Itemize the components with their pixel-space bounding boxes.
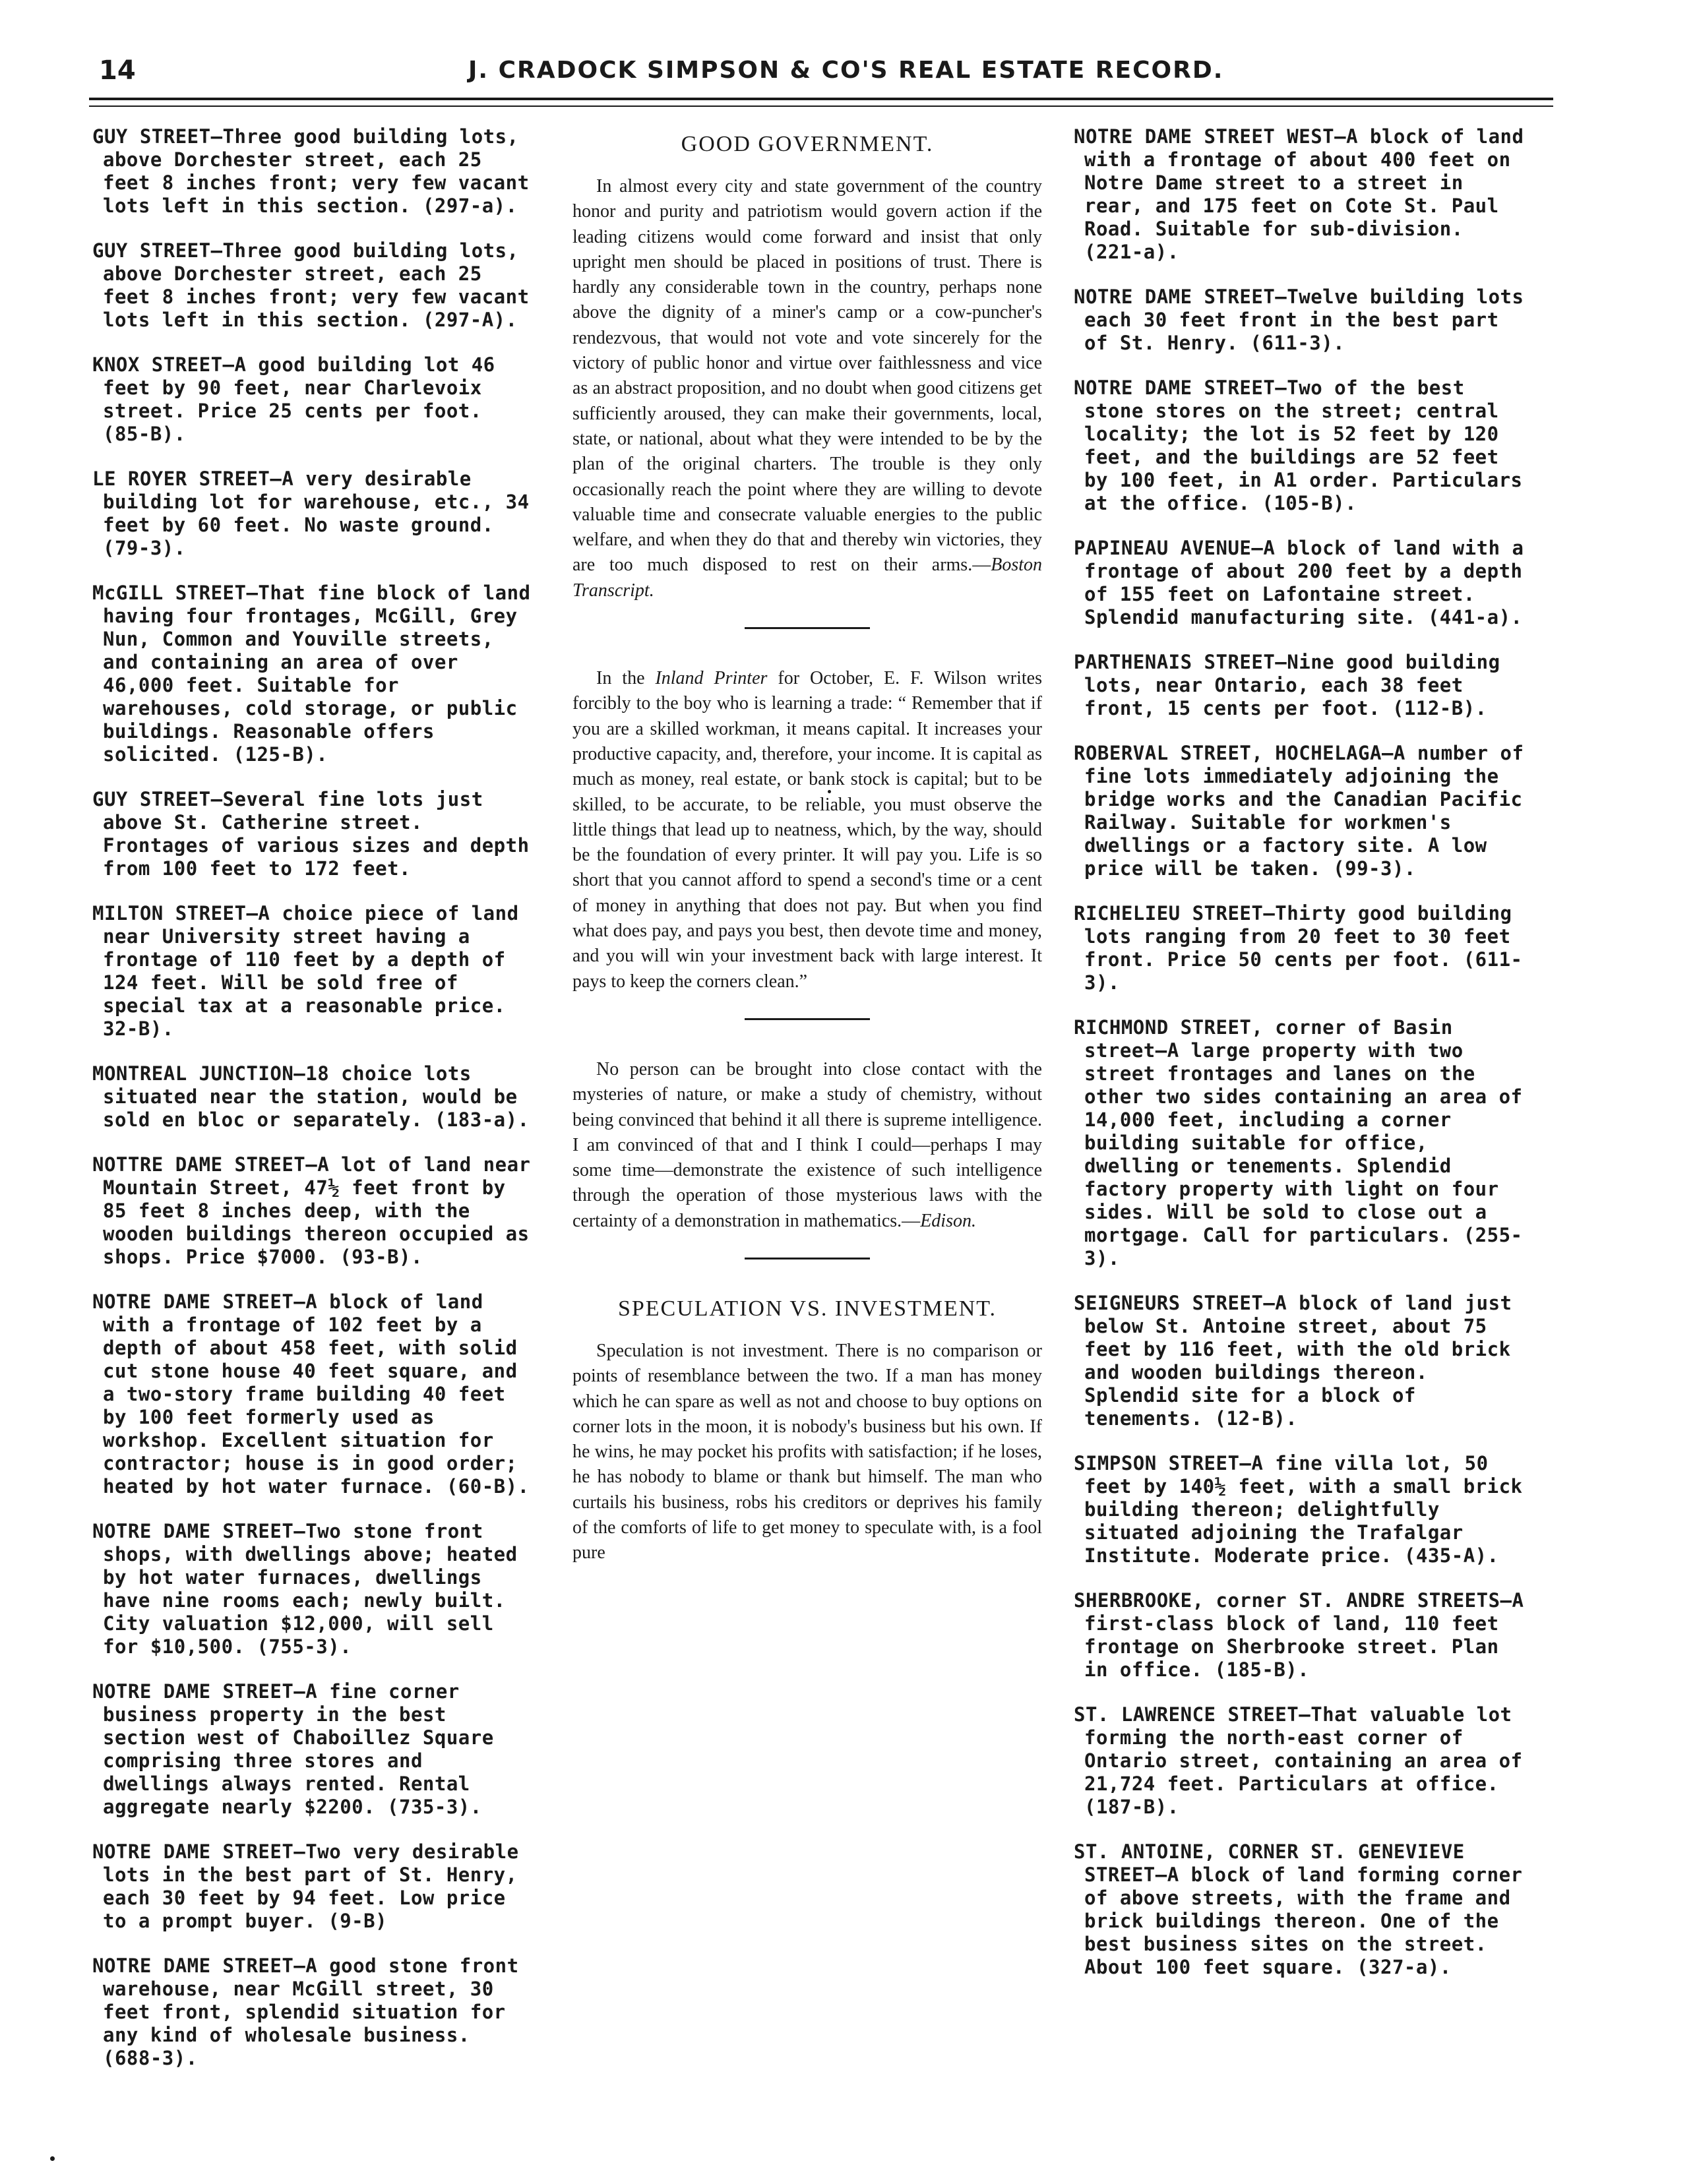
listing: GUY STREET—Several fine lots just above St. Catherine street. Frontages of various sizes and depth from 100 feet to 172 feet.	[92, 788, 530, 880]
article-body	[572, 1057, 1042, 1234]
running-title: J. CRADOCK SIMPSON & CO'S REAL ESTATE RECORD.	[468, 57, 1224, 84]
listing: NOTRE DAME STREET—Two very desirable lots in the best part of St. Henry, each 30 feet by 94 feet. Low price to a prompt buyer. (9-B)	[92, 1840, 519, 1932]
article-body: Speculation is not investment. There is no comparison or points of resemblance between the two. If a man has money which he can spare as well as not and choose to buy options on corner lots in the moon, it is nobody's business but his own. If he wins, he may pocket his profits with satisfaction; if he loses, he has nobody to blame or thank but himself. The man who curtails his business, robs his creditors or deprives his family of the comforts of life to get money to speculate with, is a fool pure	[572, 1340, 1042, 1563]
listing: RICHELIEU STREET—Thirty good building lots ranging from 20 feet to 30 feet front. Price 50 cents per foot. (611-3).	[1074, 902, 1523, 994]
listing: SEIGNEURS STREET—A block of land just below St. Antoine street, about 75 feet by 116 feet, with the old brick and wooden buildings thereon. Splendid site for a block of tenements. (12-B).	[1074, 1292, 1512, 1430]
article-text: No person can be brought into close contact with the mysteries of nature, or make a study of chemistry, without being convinced that behind it all there is supreme intelligence. I am convinced of that and I think I could—perhaps I may some time—demonstrate the existence of such intelligence through the operation of those mysterious laws with the certainty of a demonstration in mathematics.—	[572, 1058, 1042, 1231]
header-rule-thin	[89, 106, 1553, 107]
listing: ST. LAWRENCE STREET—That valuable lot forming the north-east corner of Ontario street, containing an area of 21,724 feet. Particulars at office. (187-B).	[1074, 1703, 1523, 1818]
listing: NOTRE DAME STREET—A good stone front warehouse, near McGill street, 30 feet front, splendid situation for any kind of wholesale business. (688-3).	[92, 1955, 519, 2069]
article-heading: SPECULATION VS. INVESTMENT.	[617, 1296, 997, 1321]
article-text: for October, E. F. Wilson writes forcibly to the boy who is learning a trade: “ Remember that if you are a skilled workman, it means capital. It increases your productive capacity, and, therefore, your income. It is capital as much as money, real estate, or bank stock is capital; but to be skilled, to be accurate, to be reliable, you must observe the little things that lead up to neatness, which, by the way, should be the foundation of every printer. It will pay you. Life is so short that you cannot afford to spend a second's time or a cent of money in anything that does not pay. But when you find what does pay, and pays you best, then devote time and money, and you will win your investment back with large interest. It pays to keep the corners clean.”	[572, 668, 1042, 992]
article-text: In the	[596, 668, 656, 689]
listing: NOTRE DAME STREET—A block of land with a frontage of 102 feet by a depth of about 458 feet, with solid cut stone house 40 feet square, and a two-story frame building 40 feet by 100 feet formerly used as workshop. Excellent situation for contractor; house is in good order; heated by hot water furnace. (60-B).	[92, 1290, 530, 1498]
article-source: Edison.	[920, 1210, 976, 1231]
listing: ROBERVAL STREET, HOCHELAGA—A number of fine lots immediately adjoining the bridge works and the Canadian Pacific Railway. Suitable for workmen's dwellings or a factory site. A low price will be taken. (99-3).	[1074, 742, 1524, 880]
listing: MILTON STREET—A choice piece of land near University street having a frontage of 110 feet by a depth of 124 feet. Will be sold free of special tax at a reasonable price. 32-B).	[92, 902, 519, 1040]
section-divider	[745, 1258, 870, 1259]
page-header	[86, 51, 1550, 98]
listing: LE ROYER STREET—A very desirable building lot for warehouse, etc., 34 feet by 60 feet. No waste ground. (79-3).	[92, 468, 530, 559]
article-body	[572, 174, 1042, 603]
listing: KNOX STREET—A good building lot 46 feet by 90 feet, near Charlevoix street. Price 25 cents per foot. (85-B).	[92, 353, 495, 445]
ink-speck	[50, 2156, 55, 2161]
ink-speck	[828, 790, 831, 793]
listing: ST. ANTOINE, CORNER ST. GENEVIEVE STREET—A block of land forming corner of above streets, with the frame and brick buildings thereon. One of the best business sites on the street. About 100 feet square. (327-a).	[1074, 1840, 1523, 1978]
article-body	[572, 666, 1042, 994]
listing: NOTRE DAME STREET—A fine corner business property in the best section west of Chaboillez Square comprising three stores and dwellings always rented. Rental aggregate nearly $2200. (735-3).	[92, 1680, 494, 1818]
article-source: Boston Transcript.	[572, 555, 1042, 601]
listing: RICHMOND STREET, corner of Basin street—A large property with two street frontages and lanes on the other two sides containing an area of 14,000 feet, including a corner building suitable for office, dwelling or tenements. Splendid factory property with light on four sides. Will be sold to close out a mortgage. Call for particulars. (255-3).	[1074, 1016, 1523, 1269]
listing: NOTRE DAME STREET—Twelve building lots each 30 feet front in the best part of St. Henry. (611-3).	[1074, 286, 1524, 354]
listing: SIMPSON STREET—A fine villa lot, 50 feet by 140½ feet, with a small brick building thereon; delightfully situated adjoining the Trafalgar Institute. Moderate price. (435-A).	[1074, 1452, 1523, 1567]
article-text: In almost every city and state government of the country honor and purity and patriotism would govern action if the leading citizens would come forward and insist that only upright men should be placed in positions of trust. There is hardly any considerable town in the country, perhaps none above the dignity of a miner's camp or a cow-puncher's rendezvous, that would not vote and vote sincerely for the victory of public honor and virtue over faithlessness and vice as an abstract proposition, and no doubt when good citizens get sufficiently aroused, they can make their governments, local, state, or national, about what they were intended to be by the plan of the original charters. The trouble is they only occasionally reach the point where they are willing to devote valuable time and consecrate valuable energies to the public welfare, and when they do that and thereby win victories, they are too much disposed to rest on their arms.—	[572, 176, 1042, 576]
publication-name: Inland Printer	[655, 668, 768, 689]
section-divider	[745, 627, 870, 629]
listing: SHERBROOKE, corner ST. ANDRE STREETS—A first-class block of land, 110 feet frontage on Sherbrooke street. Plan in office. (185-B).	[1074, 1589, 1524, 1681]
middle-column-articles	[572, 125, 1042, 1566]
page-number: 14	[99, 55, 136, 86]
article-heading: GOOD GOVERNMENT.	[681, 132, 934, 156]
listing: PARTHENAIS STREET—Nine good building lots, near Ontario, each 38 feet front, 15 cents per foot. (112-B).	[1074, 651, 1500, 719]
listing: NOTRE DAME STREET—Two stone front shops, with dwellings above; heated by hot water furnaces, dwellings have nine rooms each; newly built. City valuation $12,000, will sell for $10,500. (755-3).	[92, 1520, 518, 1658]
listing: NOTRE DAME STREET—Two of the best stone stores on the street; central locality; the lot is 52 feet by 120 feet, and the buildings are 52 feet by 100 feet, in A1 order. Particulars at the office. (105-B).	[1074, 377, 1523, 514]
listing: GUY STREET—Three good building lots, above Dorchester street, each 25 feet 8 inches front; very few vacant lots left in this section. (297-a).	[92, 125, 530, 217]
listing: PAPINEAU AVENUE—A block of land with a frontage of about 200 feet by a depth of 155 feet on Lafontaine street. Splendid manufacturing site. (441-a).	[1074, 537, 1524, 628]
listing: NOTRE DAME STREET WEST—A block of land with a frontage of about 400 feet on Notre Dame street to a street in rear, and 175 feet on Cote St. Paul Road. Suitable for sub-division. (221-a).	[1074, 125, 1524, 263]
listing: McGILL STREET—That fine block of land having four frontages, McGill, Grey Nun, Common and Youville streets, and containing an area of over 46,000 feet. Suitable for warehouses, cold storage, or public buildings. Reasonable offers solicited. (125-B).	[92, 582, 531, 766]
header-rule	[89, 98, 1553, 100]
section-divider	[745, 1018, 870, 1020]
left-column-listings	[92, 125, 541, 2092]
right-column-listings	[1074, 125, 1529, 2001]
listing: MONTREAL JUNCTION—18 choice lots situated near the station, would be sold en bloc or separately. (183-a).	[92, 1062, 530, 1131]
listing: NOTTRE DAME STREET—A lot of land near Mountain Street, 47½ feet front by 85 feet 8 inches deep, with the wooden buildings thereon occupied as shops. Price $7000. (93-B).	[92, 1153, 531, 1268]
listing: GUY STREET—Three good building lots, above Dorchester street, each 25 feet 8 inches front; very few vacant lots left in this section. (297-A).	[92, 239, 530, 331]
